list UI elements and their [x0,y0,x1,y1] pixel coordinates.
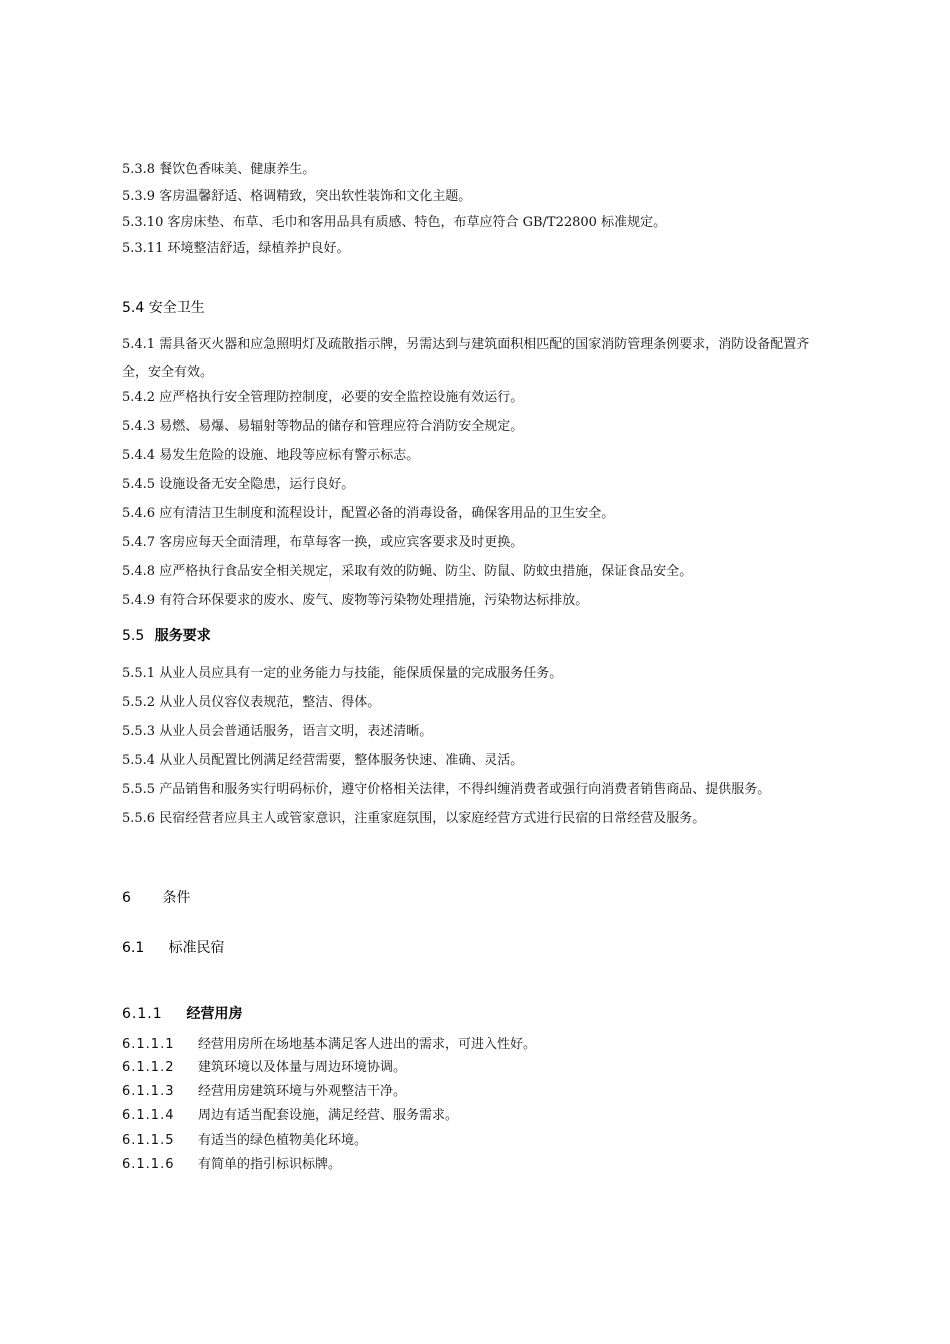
section-title: 经营用房 [186,1006,243,1022]
clause-5-4-2: 5.4.2 应严格执行安全管理防控制度，必要的安全监控设施有效运行。 [122,390,524,405]
clause-text: 周边有适当配套设施，满足经营、服务需求。 [198,1108,459,1123]
clause-text: 经营用房建筑环境与外观整洁干净。 [198,1084,407,1099]
clause-text: 有简单的指引标识标牌。 [198,1157,342,1172]
clause-6-1-1-6 [122,1157,341,1173]
section-5-4-heading [122,299,205,317]
clause-text: 经营用房所在场地基本满足客人进出的需求，可进入性好。 [198,1037,537,1052]
clause-5-3-11: 5.3.11 环境整洁舒适，绿植养护良好。 [122,241,350,256]
clause-5-5-2: 5.5.2 从业人员仪容仪表规范，整洁、得体。 [122,695,381,710]
clause-number: 6.1.1.4 [122,1108,175,1123]
section-6-1-1-heading [122,1005,242,1023]
clause-5-3-8: 5.3.8 餐饮色香味美、健康养生。 [122,162,316,177]
section-number: 6.1.1 [122,1006,163,1022]
clause-5-4-4: 5.4.4 易发生危险的设施、地段等应标有警示标志。 [122,448,420,463]
clause-number: 6.1.1.3 [122,1084,175,1099]
clause-text: 建筑环境以及体量与周边环境协调。 [198,1060,407,1075]
clause-number: 6.1.1.1 [122,1037,175,1052]
clause-5-4-9: 5.4.9 有符合环保要求的废水、废气、废物等污染物处理措施，污染物达标排放。 [122,593,589,608]
section-title: 服务要求 [154,628,211,644]
clause-5-5-4: 5.5.4 从业人员配置比例满足经营需要，整体服务快速、准确、灵活。 [122,753,524,768]
section-number: 5.5 [122,628,145,644]
clause-number: 6.1.1.2 [122,1060,175,1075]
clause-5-5-6: 5.5.6 民宿经营者应具主人或管家意识，注重家庭氛围，以家庭经营方式进行民宿的日常经营及服务。 [122,811,706,826]
section-number: 5.4 [122,300,145,316]
clause-5-4-3: 5.4.3 易燃、易爆、易辐射等物品的储存和管理应符合消防安全规定。 [122,419,524,434]
section-6-1-heading [122,939,224,957]
clause-number: 6.1.1.6 [122,1157,175,1172]
clause-5-5-5: 5.5.5 产品销售和服务实行明码标价，遵守价格相关法律，不得纠缠消费者或强行向消费者销售商品、提供服务。 [122,782,771,797]
clause-number: 6.1.1.5 [122,1133,175,1148]
clause-5-4-5: 5.4.5 设施设备无安全隐患，运行良好。 [122,477,355,492]
clause-5-5-1: 5.5.1 从业人员应具有一定的业务能力与技能，能保质保量的完成服务任务。 [122,666,563,681]
clause-5-4-1: 5.4.1 需具备灭火器和应急照明灯及疏散指示牌，另需达到与建筑面积相匹配的国家消防管理条例要求，消防设备配置齐全，安全有效。 [122,337,810,380]
clause-6-1-1-5 [122,1133,367,1149]
section-number: 6 [122,890,131,906]
clause-6-1-1-2 [122,1060,406,1076]
clause-5-4-6: 5.4.6 应有清洁卫生制度和流程设计，配置必备的消毒设备，确保客用品的卫生安全。 [122,506,615,521]
clause-6-1-1-3 [122,1084,406,1100]
section-title: 安全卫生 [148,300,205,316]
clause-5-3-10: 5.3.10 客房床垫、布草、毛巾和客用品具有质感、特色，布草应符合 GB/T22800 标准规定。 [122,215,667,230]
section-5-5-heading [122,627,211,645]
section-title: 条件 [162,890,191,906]
section-title: 标准民宿 [168,940,225,956]
clause-text: 有适当的绿色植物美化环境。 [198,1133,368,1148]
clause-5-3-9: 5.3.9 客房温馨舒适、格调精致，突出软性装饰和文化主题。 [122,189,472,204]
clause-5-4-7: 5.4.7 客房应每天全面清理，布草每客一换，或应宾客要求及时更换。 [122,535,524,550]
clause-6-1-1-1 [122,1037,536,1053]
clause-5-4-8: 5.4.8 应严格执行食品安全相关规定，采取有效的防蝇、防尘、防鼠、防蚊虫措施，保证食品安全。 [122,564,693,579]
section-6-heading [122,889,190,907]
clause-5-5-3: 5.5.3 从业人员会普通话服务，语言文明，表述清晰。 [122,724,433,739]
clause-6-1-1-4 [122,1108,458,1124]
section-number: 6.1 [122,940,145,956]
